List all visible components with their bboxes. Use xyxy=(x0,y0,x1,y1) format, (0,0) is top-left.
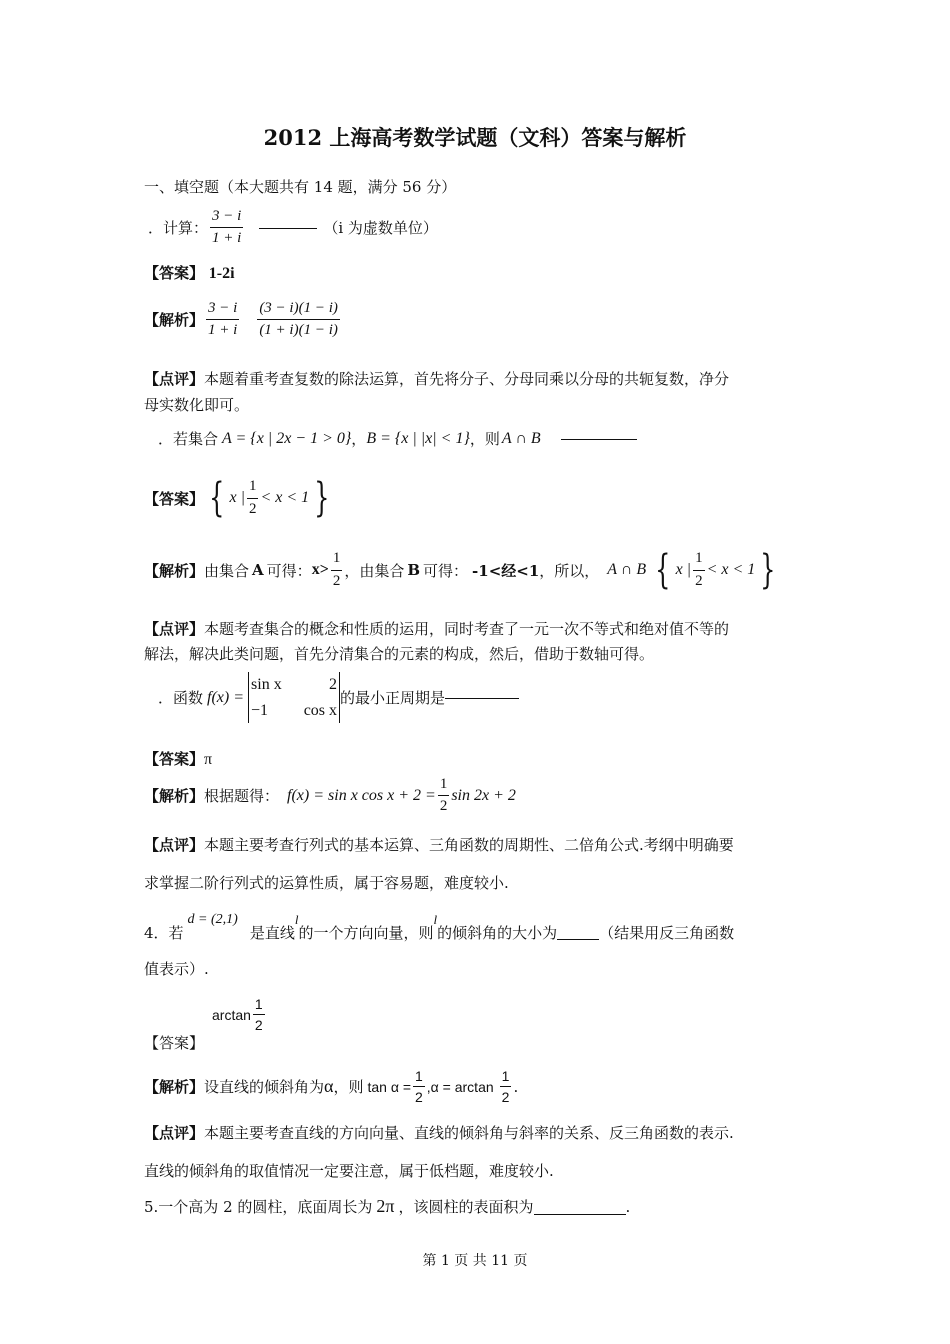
q3-comment-cont: 求掌握二阶行列式的运算性质，属于容易题，难度较小. xyxy=(144,874,509,892)
q1-fraction: $\frac{3 - i}{1 + i}$ xyxy=(212,208,242,247)
q3-analysis: 【解析】 根据题得： f(x) = sin x cos x + 2 = $\frac{1}{2}$ sin 2x + 2 xyxy=(144,776,516,815)
q1-analysis: 【解析】 $\frac{3 - i}{1 + i}$ $\frac{(3 - i)(1 - i)}{(1 + i)(1 - i)}$ xyxy=(144,300,338,339)
q4-answer: 【答案】 xyxy=(144,1034,205,1052)
q4-comment-cont: 直线的倾斜角的取值情况一定要注意，属于低档题，难度较小. xyxy=(144,1162,554,1180)
section-heading: 一、填空题（本大题共有 14 题，满分 56 分） xyxy=(144,178,457,196)
q2-blank xyxy=(561,438,637,440)
page-footer: 第 1 页 共 11 页 xyxy=(422,1253,528,1269)
question-5: 5.一个高为 2 的圆柱，底面周长为 2π ，该圆柱的表面积为 . xyxy=(144,1196,631,1216)
q1-comment-cont: 母实数化即可。 xyxy=(144,396,250,414)
q1-comment: 【点评】本题着重考查复数的除法运算，首先将分子、分母同乘以分母的共轭复数，净分 xyxy=(144,370,730,388)
q1-note: （i 为虚数单位） xyxy=(323,219,438,238)
q1-answer: 【答案】 1-2i xyxy=(144,264,235,282)
q1-stem: ．计算： xyxy=(148,219,209,238)
q4-blank xyxy=(557,938,599,940)
q3-blank xyxy=(445,697,519,699)
q2-analysis: 【解析】 由集合 A 可得： x> $\frac{1}{2}$ ，由集合 B 可得： -1<经<1 ，所以， A ∩ B { x | $\frac{1}{2}$ < x < 1 } xyxy=(144,547,776,593)
q4-analysis: 【解析】 设直线的倾斜角为 α ，则 tan α = $\frac{1}{2}$ ,α = arctan $\frac{1}{2}$ . xyxy=(144,1068,519,1106)
q1-blank xyxy=(259,227,317,229)
q3-answer: 【答案】π xyxy=(144,750,213,768)
question-1 xyxy=(148,208,438,248)
question-3: ．函数 f(x) = sin x 2 −1 cos x 的最小正周期是 xyxy=(158,672,519,723)
q5-blank xyxy=(534,1213,626,1215)
q1-analysis-frac1: $\frac{3 - i}{1 + i}$ xyxy=(208,300,238,339)
q4-comment: 【点评】本题主要考查直线的方向向量、直线的倾斜角与斜率的关系、反三角函数的表示. xyxy=(144,1124,734,1142)
q4-vector: d = (2,1) xyxy=(187,912,238,927)
question-4: 4．若 d = (2,1) 是直线 l 的一个方向向量，则 l 的倾斜角的大小为 （结果用反三角函数 xyxy=(144,912,735,942)
q4-stem-cont: 值表示）. xyxy=(144,960,209,978)
page-title: 2012 上海高考数学试题（文科）答案与解析 xyxy=(263,125,687,150)
q3-determinant: sin x 2 −1 cos x xyxy=(248,672,340,723)
q2-comment-cont: 解法，解决此类问题，首先分清集合的元素的构成，然后，借助于数轴可得。 xyxy=(144,645,655,663)
q1-analysis-frac2: $\frac{(3 - i)(1 - i)}{(1 + i)(1 - i)}$ xyxy=(259,300,338,339)
q4-answer-value: arctan $\frac{1}{2}$ xyxy=(212,996,263,1034)
question-2: ．若集合 A = {x | 2x − 1 > 0} ， B = {x | |x| < 1} ，则 A ∩ B xyxy=(158,428,637,449)
q3-comment: 【点评】本题主要考查行列式的基本运算、三角函数的周期性、二倍角公式.考纲中明确要 xyxy=(144,836,734,854)
q2-answer: 【答案】 { x | $\frac{1}{2}$ < x < 1 } xyxy=(144,475,330,521)
q2-comment: 【点评】本题考查集合的概念和性质的运用，同时考查了一元一次不等式和绝对值不等的 xyxy=(144,620,730,638)
